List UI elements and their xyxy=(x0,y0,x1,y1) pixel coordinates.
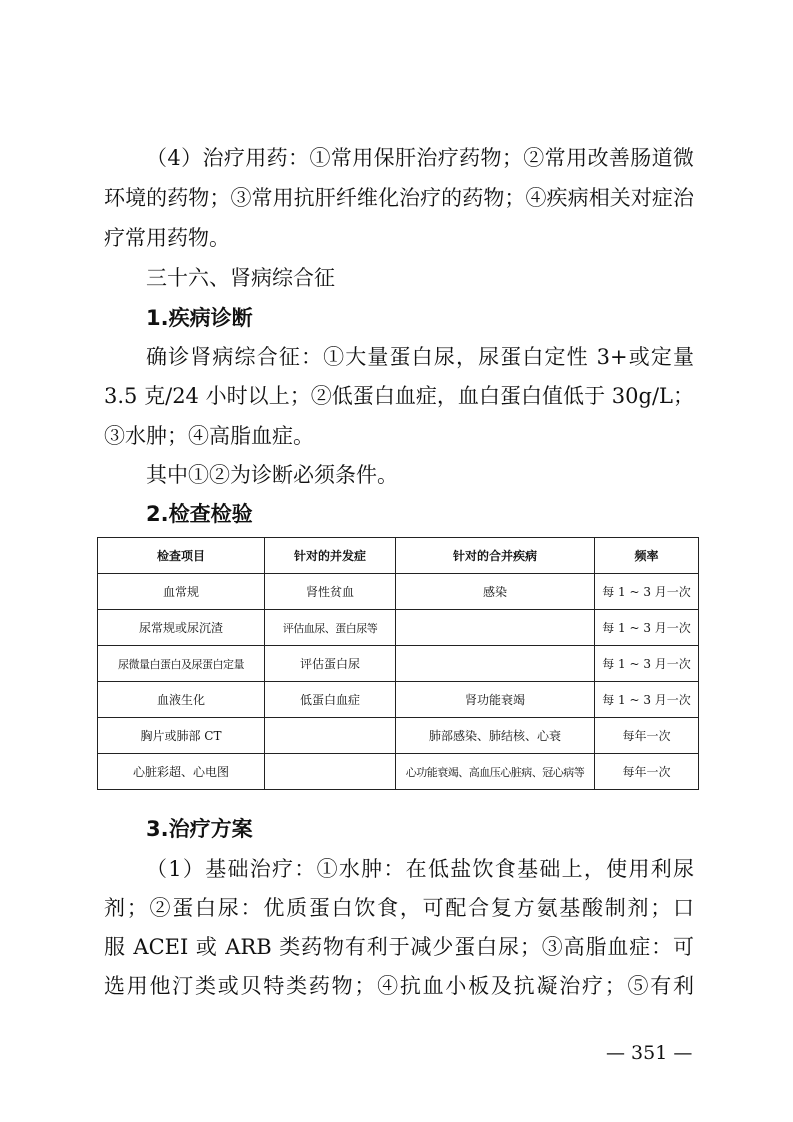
page-number: — 351 — xyxy=(606,1042,693,1064)
cell-exam-item: 尿微量白蛋白及尿蛋白定量 xyxy=(98,646,265,682)
header-frequency: 频率 xyxy=(595,538,699,574)
cell-comorbidity xyxy=(396,646,595,682)
treatment-line-2: 剂；②蛋白尿：优质蛋白饮食，可配合复方氨基酸制剂；口 xyxy=(104,896,694,920)
treatment-heading: 3.治疗方案 xyxy=(146,817,253,841)
treatment-line-4: 选用他汀类或贝特类药物；④抗血小板及抗凝治疗；⑤有利 xyxy=(104,974,694,998)
diagnosis-line-3: ③水肿；④高脂血症。 xyxy=(104,424,314,448)
paragraph-4-line-2: 环境的药物；③常用抗肝纤维化治疗的药物；④疾病相关对症治 xyxy=(104,186,694,210)
table-header-row xyxy=(98,538,699,574)
examination-table xyxy=(97,537,699,790)
cell-frequency: 每年一次 xyxy=(595,754,699,790)
cell-exam-item: 血常规 xyxy=(98,574,265,610)
diagnosis-line-1: 确诊肾病综合征：①大量蛋白尿，尿蛋白定性 3+或定量 xyxy=(146,345,694,369)
cell-exam-item: 胸片或肺部 CT xyxy=(98,718,265,754)
table-row xyxy=(98,682,699,718)
cell-comorbidity: 肺部感染、肺结核、心衰 xyxy=(396,718,595,754)
cell-complication: 低蛋白血症 xyxy=(265,682,396,718)
paragraph-4-line-3: 疗常用药物。 xyxy=(104,226,230,250)
table-row xyxy=(98,610,699,646)
cell-comorbidity: 肾功能衰竭 xyxy=(396,682,595,718)
diagnosis-heading: 1.疾病诊断 xyxy=(146,306,253,330)
paragraph-4-line-1: （4）治疗用药：①常用保肝治疗药物；②常用改善肠道微 xyxy=(146,146,694,170)
examination-heading: 2.检查检验 xyxy=(146,502,253,526)
cell-frequency: 每 1 ~ 3 月一次 xyxy=(595,682,699,718)
cell-frequency: 每 1 ~ 3 月一次 xyxy=(595,610,699,646)
cell-complication: 评估蛋白尿 xyxy=(265,646,396,682)
cell-exam-item: 心脏彩超、心电图 xyxy=(98,754,265,790)
cell-complication xyxy=(265,754,396,790)
cell-exam-item: 血液生化 xyxy=(98,682,265,718)
diagnosis-note: 其中①②为诊断必须条件。 xyxy=(146,463,398,487)
header-exam-item: 检查项目 xyxy=(98,538,265,574)
table-row xyxy=(98,718,699,754)
cell-complication: 评估血尿、蛋白尿等 xyxy=(265,610,396,646)
table-row xyxy=(98,574,699,610)
header-complication: 针对的并发症 xyxy=(265,538,396,574)
cell-exam-item: 尿常规或尿沉渣 xyxy=(98,610,265,646)
header-comorbidity: 针对的合并疾病 xyxy=(396,538,595,574)
cell-comorbidity: 心功能衰竭、高血压心脏病、冠心病等 xyxy=(396,754,595,790)
section-title: 三十六、肾病综合征 xyxy=(146,266,335,290)
cell-frequency: 每 1 ~ 3 月一次 xyxy=(595,574,699,610)
cell-comorbidity xyxy=(396,610,595,646)
cell-complication: 肾性贫血 xyxy=(265,574,396,610)
treatment-line-1: （1）基础治疗：①水肿：在低盐饮食基础上，使用利尿 xyxy=(146,857,694,881)
diagnosis-line-2: 3.5 克/24 小时以上；②低蛋白血症，血白蛋白值低于 30g/L； xyxy=(104,384,694,408)
cell-frequency: 每年一次 xyxy=(595,718,699,754)
cell-comorbidity: 感染 xyxy=(396,574,595,610)
cell-complication xyxy=(265,718,396,754)
cell-frequency: 每 1 ~ 3 月一次 xyxy=(595,646,699,682)
table-row xyxy=(98,754,699,790)
treatment-line-3: 服 ACEI 或 ARB 类药物有利于减少蛋白尿；③高脂血症：可 xyxy=(104,935,694,959)
table-row xyxy=(98,646,699,682)
